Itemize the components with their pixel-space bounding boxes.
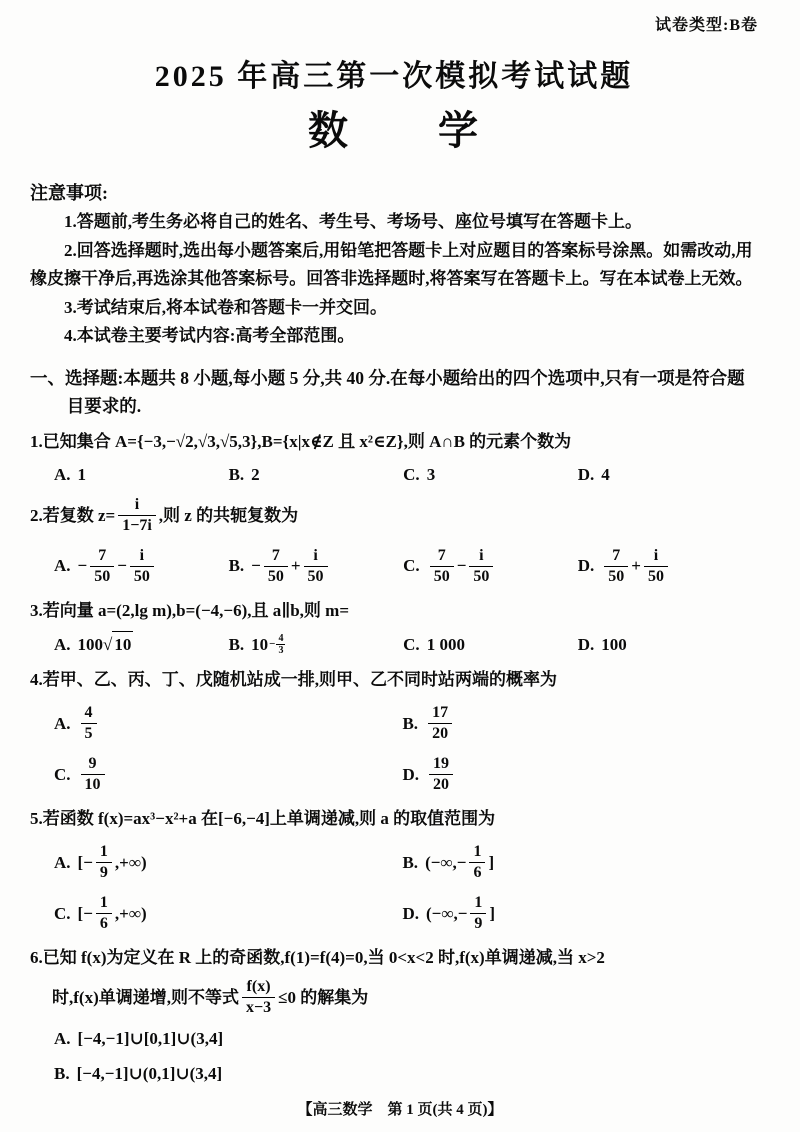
notice-item-4: 4.本试卷主要考试内容:高考全部范围。 bbox=[64, 326, 355, 346]
option-a bbox=[54, 704, 402, 743]
fraction-numerator: 19 bbox=[429, 755, 453, 775]
interval-open: (−∞,− bbox=[426, 903, 468, 923]
radical-prefix: 100√ bbox=[77, 634, 113, 654]
fraction-numerator: 1 bbox=[96, 843, 112, 863]
option-label: A. bbox=[54, 634, 71, 654]
option-c bbox=[54, 894, 402, 933]
fraction-denominator: 20 bbox=[432, 725, 449, 742]
exponent bbox=[269, 633, 285, 656]
subject-char-1: 数 bbox=[308, 108, 350, 153]
power-base: 10 bbox=[251, 634, 269, 654]
question-3 bbox=[30, 598, 758, 658]
fraction bbox=[130, 547, 154, 586]
option-value: [−4,−1]∪[0,1]∪(3,4] bbox=[77, 1029, 224, 1049]
fraction-numerator: i bbox=[130, 547, 154, 567]
fraction-denominator: 50 bbox=[307, 567, 324, 585]
option-label: A. bbox=[54, 556, 71, 576]
subject-title bbox=[30, 99, 758, 156]
option-label: C. bbox=[403, 465, 420, 485]
option-label: A. bbox=[54, 713, 71, 733]
question-5-stem: 5.若函数 f(x)=ax³−x²+a 在[−6,−4]上单调递减,则 a 的取值范围为 bbox=[30, 808, 496, 828]
fraction-numerator: i bbox=[469, 547, 493, 567]
fraction bbox=[429, 755, 453, 794]
option-label: A. bbox=[54, 1029, 71, 1049]
fraction-denominator: 10 bbox=[84, 775, 101, 793]
sign: − bbox=[77, 556, 88, 576]
option-d bbox=[578, 462, 753, 488]
fraction-denominator: x−3 bbox=[245, 999, 272, 1017]
option-label: B. bbox=[402, 852, 419, 872]
question-1 bbox=[30, 429, 758, 488]
operator: − bbox=[456, 556, 467, 576]
operator: − bbox=[117, 556, 127, 576]
fraction-numerator: 1 bbox=[470, 894, 486, 914]
option-value: 4 bbox=[601, 465, 610, 485]
fraction-numerator: 7 bbox=[90, 547, 114, 567]
fraction-numerator: 4 bbox=[81, 704, 97, 724]
option-label: C. bbox=[54, 903, 71, 923]
option-b bbox=[229, 547, 404, 586]
fraction-denominator: 50 bbox=[647, 567, 664, 585]
fraction-numerator: 17 bbox=[428, 704, 452, 724]
option-label: B. bbox=[54, 1063, 70, 1083]
option-a bbox=[54, 631, 229, 658]
option-d bbox=[402, 755, 750, 794]
exponent-fraction bbox=[276, 633, 285, 656]
fraction bbox=[81, 755, 105, 794]
fraction-numerator: i bbox=[118, 496, 156, 516]
question-4-options-row-1 bbox=[54, 704, 758, 743]
fraction bbox=[469, 843, 485, 882]
fraction bbox=[96, 894, 112, 933]
fraction-denominator: 3 bbox=[278, 644, 284, 656]
fraction-denominator: 5 bbox=[84, 725, 93, 742]
interval-close: ,+∞) bbox=[114, 852, 147, 872]
notice-item-3: 3.考试结束后,将本试卷和答题卡一并交回。 bbox=[64, 297, 387, 317]
stem-text: 时,f(x)单调递增,则不等式 bbox=[52, 988, 239, 1007]
fraction-denominator: 50 bbox=[133, 567, 150, 585]
fraction-denominator: 50 bbox=[94, 567, 111, 585]
option-label: C. bbox=[403, 634, 420, 654]
page-footer: 【高三数学 第 1 页(共 4 页)】 bbox=[297, 1102, 503, 1118]
option-label: D. bbox=[402, 764, 419, 784]
option-b bbox=[402, 843, 750, 882]
question-6-stem-line-1: 6.已知 f(x)为定义在 R 上的奇函数,f(1)=f(4)=0,当 0<x<2 时,f(x)单调递减,当 x>2 bbox=[30, 947, 605, 967]
fraction-numerator: i bbox=[644, 547, 668, 567]
interval-open: [− bbox=[77, 852, 93, 872]
fraction bbox=[90, 547, 114, 586]
option-label: B. bbox=[402, 713, 419, 733]
fraction-numerator: 7 bbox=[430, 547, 454, 567]
question-2 bbox=[30, 496, 758, 586]
fraction-denominator: 9 bbox=[99, 864, 108, 882]
exam-title: 2025 年高三第一次模拟考试试题 bbox=[154, 60, 634, 93]
option-a bbox=[54, 462, 229, 488]
option-label: C. bbox=[403, 556, 420, 576]
fraction bbox=[428, 704, 452, 743]
fraction-denominator: 6 bbox=[473, 864, 482, 882]
question-4-options-row-2 bbox=[54, 755, 758, 794]
operator: + bbox=[290, 556, 301, 576]
option-b bbox=[229, 632, 404, 658]
option-value: 1 000 bbox=[426, 634, 465, 654]
fraction bbox=[264, 547, 288, 586]
fraction-denominator: 50 bbox=[267, 567, 284, 585]
fraction-numerator: f(x) bbox=[242, 978, 275, 998]
interval-close: ] bbox=[489, 903, 496, 923]
fraction-numerator: 1 bbox=[96, 894, 112, 914]
question-1-options bbox=[54, 462, 758, 488]
option-label: D. bbox=[402, 903, 419, 923]
question-1-stem: 1.已知集合 A={−3,−√2,√3,√5,3},B={x|x∉Z 且 x²∈Z},则 A∩B 的元素个数为 bbox=[30, 431, 572, 451]
radicand: 10 bbox=[112, 631, 133, 658]
fraction-denominator: 50 bbox=[433, 567, 450, 585]
question-4 bbox=[30, 667, 758, 794]
question-4-stem: 4.若甲、乙、丙、丁、戊随机站成一排,则甲、乙不同时站两端的概率为 bbox=[30, 669, 557, 689]
fraction bbox=[469, 547, 493, 586]
fraction bbox=[644, 547, 668, 586]
question-5-options-row-2 bbox=[54, 894, 758, 933]
option-label: D. bbox=[577, 634, 595, 654]
option-d bbox=[402, 894, 750, 933]
option-label: C. bbox=[54, 764, 71, 784]
option-b bbox=[402, 704, 750, 743]
interval-open: (−∞,− bbox=[425, 852, 467, 872]
option-c bbox=[54, 755, 402, 794]
notice-section bbox=[30, 178, 758, 351]
fraction-numerator: 9 bbox=[81, 755, 105, 775]
stem-text: ≤0 的解集为 bbox=[278, 988, 369, 1007]
fraction bbox=[242, 978, 275, 1017]
question-5-options-row-1 bbox=[54, 843, 758, 882]
question-3-options bbox=[54, 631, 758, 658]
notice-item-2: 2.回答选择题时,选出每小题答案后,用铅笔把答题卡上对应题目的答案标号涂黑。如需改动,用橡皮擦干净后,再选涂其他答案标号。回答非选择题时,将答案写在答题卡上。写在本试卷上无效。 bbox=[30, 240, 753, 289]
section-1-heading: 一、选择题:本题共 8 小题,每小题 5 分,共 40 分.在每小题给出的四个选项中,只有一项是符合题目要求的. bbox=[30, 367, 745, 416]
fraction-numerator: 7 bbox=[264, 547, 288, 567]
option-value: 3 bbox=[426, 465, 436, 485]
question-6-option-a bbox=[54, 1026, 758, 1052]
fraction-numerator: 1 bbox=[469, 843, 485, 863]
option-value: 1 bbox=[77, 465, 87, 485]
fraction bbox=[604, 547, 628, 586]
option-c bbox=[403, 632, 578, 658]
notice-item-1: 1.答题前,考生务必将自己的姓名、考生号、考场号、座位号填写在答题卡上。 bbox=[64, 212, 642, 232]
option-label: B. bbox=[228, 556, 245, 576]
stem-text: ,则 z 的共轭复数为 bbox=[158, 505, 299, 525]
operator: + bbox=[631, 556, 641, 576]
exponent-sign: − bbox=[269, 637, 276, 650]
subject-char-2: 学 bbox=[438, 108, 480, 153]
fraction bbox=[118, 496, 156, 535]
notice-heading: 注意事项: bbox=[30, 183, 108, 203]
fraction-denominator: 6 bbox=[99, 914, 108, 932]
fraction-numerator: i bbox=[304, 547, 328, 567]
interval-close: ] bbox=[488, 852, 495, 872]
option-a bbox=[54, 547, 229, 586]
option-label: A. bbox=[54, 852, 71, 872]
question-3-stem: 3.若向量 a=(2,lg m),b=(−4,−6),且 a∥b,则 m= bbox=[30, 600, 350, 620]
fraction-numerator: 7 bbox=[604, 547, 628, 567]
question-5 bbox=[30, 806, 758, 933]
interval-close: ,+∞) bbox=[114, 903, 147, 923]
option-c bbox=[403, 462, 578, 488]
fraction-numerator: 4 bbox=[278, 632, 284, 644]
fraction-denominator: 20 bbox=[433, 775, 449, 793]
option-label: D. bbox=[577, 465, 595, 485]
option-b bbox=[229, 462, 404, 488]
fraction bbox=[304, 547, 328, 586]
option-label: A. bbox=[54, 465, 71, 485]
option-d bbox=[578, 632, 753, 658]
question-6-option-b bbox=[54, 1061, 758, 1087]
option-label: B. bbox=[228, 465, 245, 485]
fraction bbox=[470, 894, 486, 933]
fraction-denominator: 50 bbox=[608, 567, 625, 585]
fraction-denominator: 9 bbox=[474, 914, 483, 932]
paper-type-label: 试卷类型:B卷 bbox=[654, 17, 758, 34]
option-value: 100 bbox=[601, 634, 627, 654]
option-value: [−4,−1]∪(0,1]∪(3,4] bbox=[76, 1063, 223, 1083]
fraction-denominator: 1−7i bbox=[122, 516, 152, 534]
fraction bbox=[430, 547, 454, 586]
option-value: 2 bbox=[251, 465, 260, 485]
question-2-options bbox=[54, 547, 758, 586]
question-6 bbox=[30, 945, 758, 1086]
fraction-denominator: 50 bbox=[473, 567, 490, 585]
question-2-stem bbox=[30, 496, 758, 535]
option-d bbox=[578, 547, 753, 586]
fraction bbox=[81, 704, 97, 743]
fraction bbox=[96, 843, 112, 882]
stem-text: 2.若复数 z= bbox=[30, 505, 116, 525]
interval-open: [− bbox=[77, 903, 93, 923]
question-6-stem-line-2 bbox=[30, 978, 758, 1017]
option-label: D. bbox=[577, 556, 595, 576]
option-c bbox=[403, 547, 578, 586]
option-a bbox=[54, 843, 402, 882]
option-label: B. bbox=[228, 634, 245, 654]
sign: − bbox=[251, 556, 261, 576]
